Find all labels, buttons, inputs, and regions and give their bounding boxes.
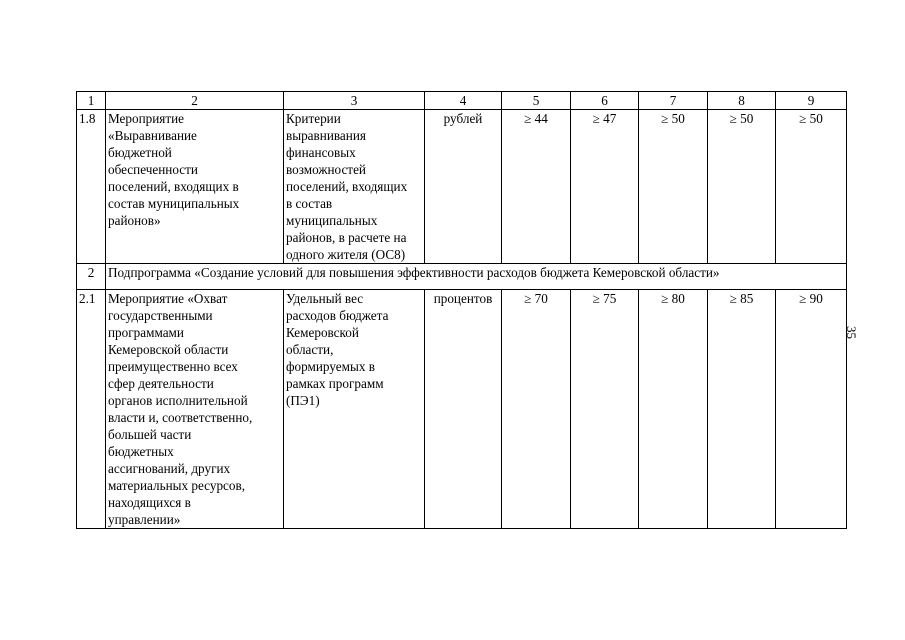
activity-line: «Выравнивание <box>108 128 197 143</box>
indicator-line: районов, в расчете на <box>286 230 407 245</box>
table-row <box>77 290 847 529</box>
unit-cell: процентов <box>425 290 502 529</box>
header-cell: 2 <box>106 92 284 110</box>
indicator-line: Критерии <box>286 111 341 126</box>
subprogram-title: Подпрограмма «Создание условий для повышения эффективности расходов бюджета Кемеровской области» <box>106 264 847 290</box>
value-cell: ≥ 75 <box>571 290 639 529</box>
indicator-line: финансовых <box>286 145 356 160</box>
value-cell: ≥ 90 <box>776 290 847 529</box>
value-cell: ≥ 47 <box>571 110 639 264</box>
indicator-line: выравнивания <box>286 128 366 143</box>
unit-cell: рублей <box>425 110 502 264</box>
header-cell: 9 <box>776 92 847 110</box>
indicator-line: возможностей <box>286 162 366 177</box>
indicator-line: области, <box>286 342 334 357</box>
header-cell: 5 <box>502 92 571 110</box>
activity-line: Мероприятие «Охват <box>108 291 228 306</box>
activity-line: материальных ресурсов, <box>108 478 246 493</box>
activity-line: органов исполнительной <box>108 393 248 408</box>
value-cell: ≥ 50 <box>639 110 708 264</box>
header-row <box>77 92 847 110</box>
activity-line: находящихся в <box>108 495 191 510</box>
activity-line: ассигнований, других <box>108 461 231 476</box>
header-cell: 8 <box>708 92 776 110</box>
activity-line: сфер деятельности <box>108 376 214 391</box>
activity-line: обеспеченности <box>108 162 198 177</box>
indicator-line: (ПЭ1) <box>286 393 320 408</box>
activity-line: власти и, соответственно, <box>108 410 253 425</box>
value-cell: ≥ 50 <box>776 110 847 264</box>
row-number: 2.1 <box>77 290 106 529</box>
indicator-line: Удельный вес <box>286 291 364 306</box>
value-cell: ≥ 50 <box>708 110 776 264</box>
indicator-line: муниципальных <box>286 213 378 228</box>
activity-line: Кемеровской области <box>108 342 229 357</box>
indicators-table <box>76 91 847 529</box>
activity-line: бюджетных <box>108 444 174 459</box>
indicator-line: расходов бюджета <box>286 308 389 323</box>
table-row <box>77 110 847 264</box>
indicator-line: рамках программ <box>286 376 384 391</box>
indicator-line: Кемеровской <box>286 325 359 340</box>
indicator-line: формируемых в <box>286 359 375 374</box>
subprogram-number: 2 <box>77 264 106 290</box>
page-number: 35 <box>844 326 859 339</box>
activity-line: управлении» <box>108 512 181 527</box>
indicator-line: в состав <box>286 196 333 211</box>
indicator-line: одного жителя (ОС8) <box>286 247 406 262</box>
header-cell: 1 <box>77 92 106 110</box>
activity-line: большей части <box>108 427 192 442</box>
indicator-cell <box>284 290 425 529</box>
header-cell: 6 <box>571 92 639 110</box>
value-cell: ≥ 44 <box>502 110 571 264</box>
header-cell: 3 <box>284 92 425 110</box>
header-cell: 4 <box>425 92 502 110</box>
value-cell: ≥ 80 <box>639 290 708 529</box>
activity-line: преимущественно всех <box>108 359 238 374</box>
indicator-cell <box>284 110 425 264</box>
header-cell: 7 <box>639 92 708 110</box>
value-cell: ≥ 70 <box>502 290 571 529</box>
value-cell: ≥ 85 <box>708 290 776 529</box>
subprogram-row <box>77 264 847 290</box>
row-number: 1.8 <box>77 110 106 264</box>
activity-line: бюджетной <box>108 145 172 160</box>
activity-line: поселений, входящих в <box>108 179 239 194</box>
activity-line: Мероприятие <box>108 111 185 126</box>
indicator-line: поселений, входящих <box>286 179 408 194</box>
activity-cell <box>106 110 284 264</box>
activity-line: состав муниципальных <box>108 196 240 211</box>
activity-cell <box>106 290 284 529</box>
activity-line: районов» <box>108 213 161 228</box>
activity-line: государственными <box>108 308 213 323</box>
activity-line: программами <box>108 325 184 340</box>
